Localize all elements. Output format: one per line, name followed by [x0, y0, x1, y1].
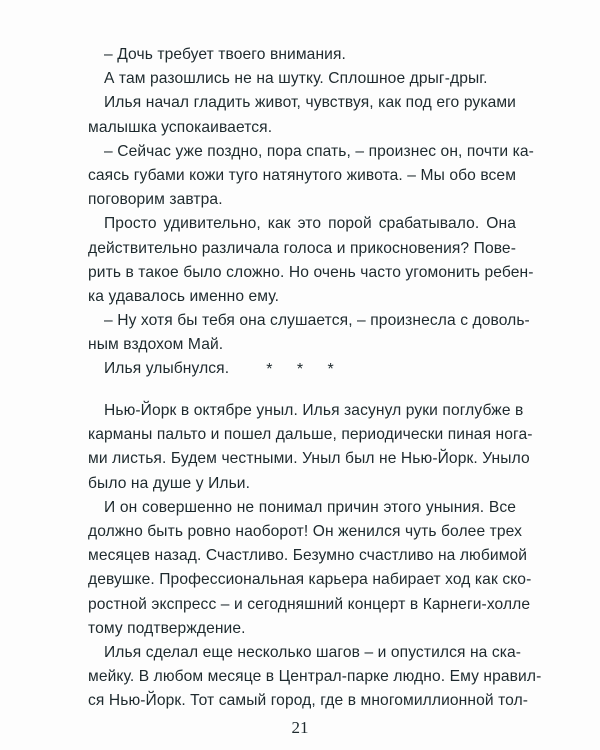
text-line: ми листья. Будем честными. Уныл был не Нью-Йорк. Уныло — [88, 450, 530, 468]
text-line: Просто удивительно, как это порой срабатывало. Она — [104, 215, 516, 233]
text-line: А там разошлись не на шутку. Сплошное дрыг-дрыг. — [104, 70, 488, 88]
text-line: рить в такое было сложно. Но очень часто угомонить ребен- — [88, 263, 534, 281]
text-line: саясь губами кожи туго натянутого живота. – Мы обо всем — [88, 166, 517, 184]
text-line: действительно различала голоса и прикосновения? Пове- — [88, 239, 516, 257]
text-line: карманы пальто и пошел дальше, периодически пиная нога- — [88, 426, 533, 444]
text-block-bottom — [88, 399, 542, 713]
text-line: поговорим завтра. — [88, 191, 223, 209]
text-line: И он совершенно не понимал причин этого уныния. Все — [104, 498, 516, 516]
text-line: ным вздохом Май. — [88, 336, 224, 354]
page-number: 21 — [291, 718, 309, 737]
text-line: малышка успокаивается. — [88, 118, 273, 136]
text-line: – Ну хотя бы тебя она слушается, – произнесла с доволь- — [104, 312, 530, 330]
text-line: девушке. Профессиональная карьера набирает ход как ско- — [88, 571, 532, 589]
text-block-top — [88, 43, 534, 382]
text-line: ростной экспресс – и сегодняшний концерт в Карнеги-холле — [88, 595, 531, 613]
text-line: Нью-Йорк в октябре уныл. Илья засунул руки поглубже в — [104, 402, 524, 419]
text-line: мейку. В любом месяце в Централ-парке людно. Ему нравил- — [88, 668, 542, 686]
text-line: месяцев назад. Счастливо. Безумно счастливо на любимой — [88, 547, 528, 565]
text-line: ка удавалось именно ему. — [88, 287, 280, 305]
text-line: Илья начал гладить живот, чувствуя, как под его руками — [104, 94, 516, 112]
text-line: Илья сделал еще несколько шагов – и опустился на ска- — [104, 643, 522, 661]
text-line: ся Нью-Йорк. Тот самый город, где в многомиллионной тол- — [88, 692, 529, 710]
text-line: должно быть ровно наоборот! Он женился чуть более трех — [88, 522, 522, 540]
text-line: Илья улыбнулся. — [104, 360, 230, 378]
text-line: тому подтверждение. — [88, 619, 246, 637]
text-line: было на душе у Ильи. — [88, 474, 251, 492]
text-line: – Дочь требует твоего внимания. — [104, 46, 346, 63]
text-line: – Сейчас уже поздно, пора спать, – произнес он, почти ка- — [104, 142, 534, 160]
section-separator: * * * — [266, 361, 344, 378]
